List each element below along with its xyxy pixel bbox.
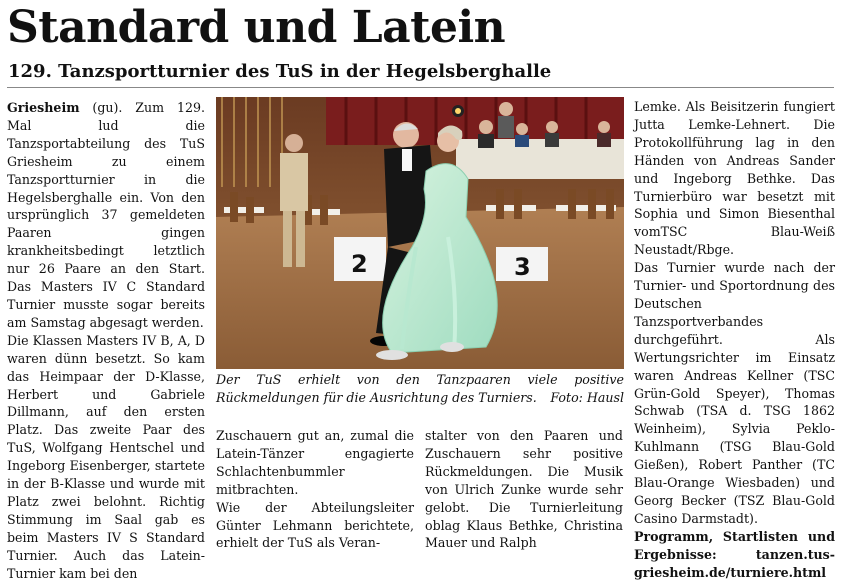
- article-text-4b: Das Turnier wurde nach der Turnier- und Sportordnung des Deutschen Tanzsportverbandes durchgeführt. Als Wertungsrichter im Einsatz waren Andreas Kellner (TSC Grün-Gold Speyer), Thomas Schwab (TSA d. TSG 1862 Weinheim), Sylvia Peklo-Kuhlmann (TSG Blau-Gold Gießen), Robert Panther (TC Blau-Orange Wiesbaden) und Georg Becker (TSZ Blau-Gold Casino Darmstadt).: [634, 260, 835, 526]
- article-text-1: (gu). Zum 129. Mal lud die Tanzsportabteilung des TuS Griesheim zu einem Tanzsportturnier in die Hegelsberghalle ein. Von den ursprünglich 37 gemeldeten Paaren gingen krankheitsbedingt letztlich nur 26 Paare an den Start. Das Masters IV C Standard Turnier musste sogar bereits am Samstag abgesagt werden.: [7, 100, 205, 330]
- podium-number-2: 2: [351, 250, 368, 278]
- article-column-4: [634, 98, 835, 580]
- article-column-1: [7, 99, 205, 581]
- article-text-3: stalter von den Paaren und Zuschauern sehr positive Rückmeldungen. Die Musik von Ulrich Zunke wurde sehr gelobt. Die Turnierleitung oblag Klaus Bethke, Christina Mauer und Ralph: [425, 428, 623, 551]
- article-column-3: [425, 427, 623, 552]
- article-footer-link: Programm, Startlisten und Ergebnisse: tanzen.tus-griesheim.de/turniere.html: [634, 528, 835, 580]
- photo-caption: [216, 371, 624, 407]
- article-text-4: Lemke. Als Beisitzerin fungiert Jutta Lemke-Lehnert. Die Protokollführung lag in den Händen von Andreas Sander und Ingeborg Bethke. Das Turnierbüro war besetzt mit Sophia und Simon Biesenthal vomTSC Blau-Weiß Neustadt/Rbge.: [634, 99, 835, 258]
- dance-photo: [216, 97, 624, 369]
- photo-credit: Foto: Hausl: [550, 389, 624, 405]
- article-text-2: Zuschauern gut an, zumal die Latein-Tänzer engagierte Schlachtenbummler mitbrachten.: [216, 428, 414, 497]
- article-text-1b: Die Klassen Masters IV B, A, D waren dünn besetzt. So kam das Heimpaar der D-Klasse, Herbert und Gabriele Dillmann, auf den ersten Platz. Das zweite Paar des TuS, Wolfgang Hentschel und Ingeborg Eisenberger, startete in der B-Klasse und wurde mit Platz zwei belohnt. Richtig Stimmung im Saal gab es beim Masters IV S Standard Turnier. Auch das Latein-Turnier kam bei den: [7, 332, 205, 581]
- subheadline: 129. Tanzsportturnier des TuS in der Hegelsberghalle: [8, 61, 552, 82]
- podium-number-3: 3: [514, 253, 531, 281]
- headline: Standard und Latein: [7, 2, 506, 53]
- article-text-2b: Wie der Abteilungsleiter Günter Lehmann berichtete, erhielt der TuS als Veran-: [216, 499, 414, 551]
- article-column-2: [216, 427, 414, 552]
- dateline: Griesheim: [7, 100, 80, 115]
- caption-text: Der TuS erhielt von den Tanzpaaren viele positive Rückmeldungen für die Ausrichtung des Turniers.: [216, 372, 624, 405]
- divider: [7, 87, 834, 88]
